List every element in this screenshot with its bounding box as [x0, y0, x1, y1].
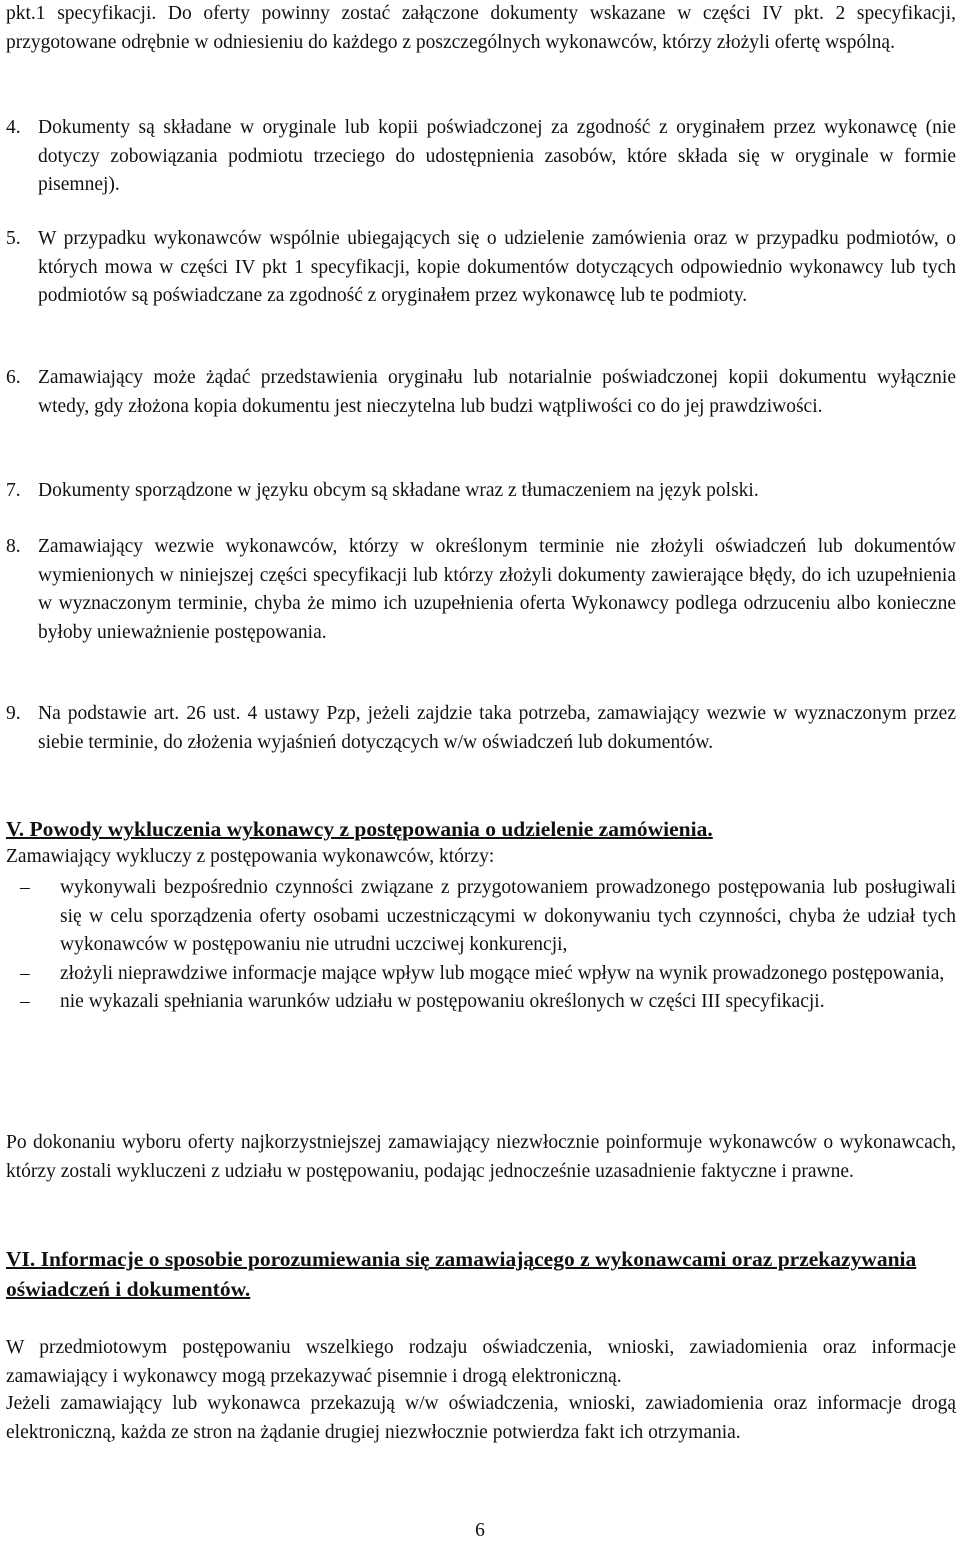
section-v-heading: V. Powody wykluczenia wykonawcy z postępowania o udzielenie zamówienia. [6, 817, 713, 841]
section-v-closing: Po dokonaniu wyboru oferty najkorzystniejszej zamawiający niezwłocznie poinformuje wykonawców o wykonawcach, którzy zostali wykluczeni z udziału w postępowaniu, podając jednocześnie uzasadnienie faktyczne i prawne. [6, 1132, 956, 1182]
item-number: 6. [6, 367, 21, 388]
item-number: 5. [6, 228, 21, 249]
section-v-lead: Zamawiający wykluczy z postępowania wykonawców, którzy: [6, 846, 495, 867]
list-item [6, 988, 956, 1017]
section-vi-paragraph-2: Jeżeli zamawiający lub wykonawca przekazują w/w oświadczenia, wnioski, zawiadomienia oraz informacje drogą elektroniczną, każda ze stron na żądanie drugiej niezwłocznie potwierdza fakt ich otrzymania. [6, 1393, 956, 1443]
intro-paragraph: pkt.1 specyfikacji. Do oferty powinny zostać załączone dokumenty wskazane w części IV pkt. 2 specyfikacji, przygotowane odrębnie w odniesieniu do każdego z poszczególnych wykonawców, którzy złożyli ofertę wspólną. [6, 3, 956, 53]
list-item-text: nie wykazali spełniania warunków udziału w postępowaniu określonych w części III specyfikacji. [60, 991, 825, 1012]
list-item-8 [6, 533, 956, 647]
list-item-6 [6, 364, 956, 421]
dash-marker: – [20, 877, 30, 898]
item-number: 9. [6, 703, 21, 724]
dash-marker: – [20, 962, 30, 984]
section-vi-heading: VI. Informacje o sposobie porozumiewania się zamawiającego z wykonawcami oraz przekazywania oświadczeń i dokumentów. [6, 1247, 917, 1301]
list-item-9 [6, 700, 956, 757]
item-text: Dokumenty są składane w oryginale lub kopii poświadczonej za zgodność z oryginałem przez wykonawcę (nie dotyczy zobowiązania podmiotu trzeciego do udostępnienia zasobów, które składa się w oryginale w formie pisemnej). [38, 117, 956, 195]
item-text: Zamawiający wezwie wykonawców, którzy w określonym terminie nie złożyli oświadczeń lub dokumentów wymienionych w niniejszej części specyfikacji lub którzy złożyli dokumenty zawierające błędy, do ich uzupełnienia w wyznaczonym terminie, chyba że mimo ich uzupełnienia oferta Wykonawcy podlega odrzuceniu albo konieczne byłoby unieważnienie postępowania. [38, 536, 956, 643]
list-item [6, 874, 956, 960]
item-number: 8. [6, 536, 21, 557]
item-text: W przypadku wykonawców wspólnie ubiegających się o udzielenie zamówienia oraz w przypadku podmiotów, o których mowa w części IV pkt 1 specyfikacji, kopie dokumentów dotyczących odpowiednio wykonawcy lub tych podmiotów są poświadczane za zgodność z oryginałem przez wykonawcę lub te podmioty. [38, 228, 956, 306]
list-item-4 [6, 114, 956, 200]
exclusion-reasons-list [6, 874, 956, 1017]
list-item-text: złożyli nieprawdziwe informacje mające wpływ lub mogące mieć wpływ na wynik prowadzonego postępowania, [60, 962, 945, 984]
list-item [6, 960, 956, 989]
page-number: 6 [475, 1520, 485, 1541]
dash-marker: – [20, 991, 30, 1012]
item-text: Na podstawie art. 26 ust. 4 ustawy Pzp, jeżeli zajdzie taka potrzeba, zamawiający wezwie w wyznaczonym przez siebie terminie, do złożenia wyjaśnień dotyczących w/w oświadczeń lub dokumentów. [38, 703, 956, 753]
item-number: 4. [6, 117, 21, 138]
list-item-7 [6, 477, 956, 506]
item-text: Zamawiający może żądać przedstawienia oryginału lub notarialnie poświadczonej kopii dokumentu wyłącznie wtedy, gdy złożona kopia dokumentu jest nieczytelna lub budzi wątpliwości co do jej prawdziwości. [38, 367, 956, 417]
list-item-text: wykonywali bezpośrednio czynności związane z przygotowaniem prowadzonego postępowania lub posługiwali się w celu sporządzenia oferty osobami uczestniczącymi w dokonywaniu tych czynności, chyba że udział tych wykonawców w postępowaniu nie utrudni uczciwej konkurencji, [60, 877, 956, 955]
item-number: 7. [6, 480, 21, 501]
item-text: Dokumenty sporządzone w języku obcym są składane wraz z tłumaczeniem na język polski. [38, 480, 759, 501]
section-vi-paragraph-1: W przedmiotowym postępowaniu wszelkiego rodzaju oświadczenia, wnioski, zawiadomienia oraz informacje zamawiający i wykonawcy mogą przekazywać pisemnie i drogą elektroniczną. [6, 1337, 956, 1387]
list-item-5 [6, 225, 956, 311]
